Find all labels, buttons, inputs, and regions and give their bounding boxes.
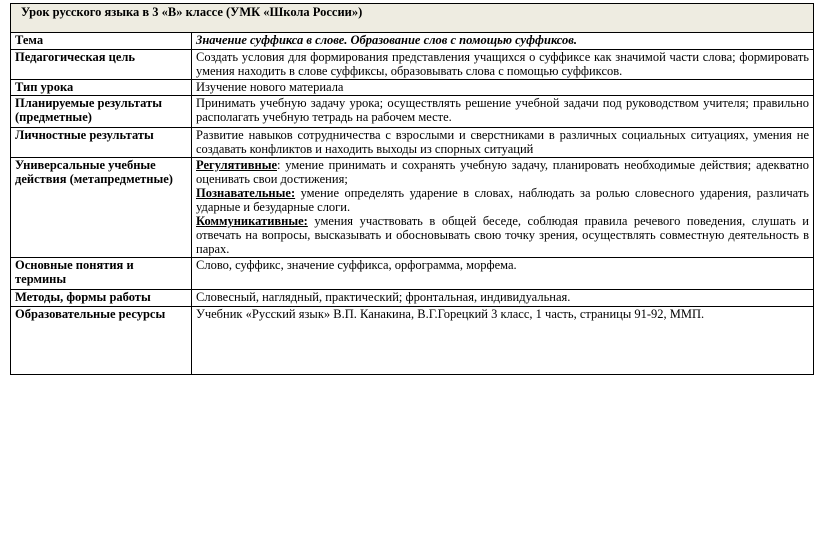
row-label: Личностные результаты: [11, 128, 192, 158]
table-row-resources: [11, 307, 814, 375]
row-value: Словесный, наглядный, практический; фронтальная, индивидуальная.: [192, 290, 814, 307]
row-label: Универсальные учебные действия (метапредметные): [11, 158, 192, 258]
table-row-personal-results: [11, 128, 814, 158]
row-label: Тип урока: [11, 80, 192, 96]
row-label: Тема: [11, 33, 192, 50]
communicative-text: умения участвовать в общей беседе, соблюдая правила речевого поведения, слушать и отвечать на вопросы, высказывать и обосновывать свою точку зрения, осуществлять совместную деятельность в парах.: [196, 214, 809, 256]
row-label: Основные понятия и термины: [11, 258, 192, 290]
table-row-goal: [11, 50, 814, 80]
regulative-block: [196, 158, 809, 186]
cognitive-term: Познавательные:: [196, 186, 296, 200]
row-value: Развитие навыков сотрудничества с взрослыми и сверстниками в различных социальных ситуациях, умения не создавать конфликтов и находить выходы из спорных ситуаций: [192, 128, 814, 158]
row-label: Образовательные ресурсы: [11, 307, 192, 375]
communicative-term: Коммуникативные:: [196, 214, 308, 228]
regulative-term: Регулятивные: [196, 158, 278, 172]
table-row-terms: [11, 258, 814, 290]
table-row-methods: [11, 290, 814, 307]
lesson-title: Урок русского языка в 3 «В» классе (УМК «Школа России»): [21, 5, 363, 19]
row-label: Планируемые результаты (предметные): [11, 96, 192, 128]
row-value: Значение суффикса в слове. Образование слов с помощью суффиксов.: [192, 33, 814, 50]
row-label: Методы, формы работы: [11, 290, 192, 307]
table-row-planned-results: [11, 96, 814, 128]
cognitive-text: умение определять ударение в словах, наблюдать за ролью словесного ударения, различать ударные и безударные слоги.: [196, 186, 809, 214]
row-value: Изучение нового материала: [192, 80, 814, 96]
table-row-topic: [11, 33, 814, 50]
cognitive-block: [196, 186, 809, 214]
row-value: [192, 158, 814, 258]
lesson-plan-table: [10, 32, 814, 375]
table-row-universal-actions: [11, 158, 814, 258]
row-label: Педагогическая цель: [11, 50, 192, 80]
row-value: Принимать учебную задачу урока; осуществлять решение учебной задачи под руководством учителя; правильно располагать учебную тетрадь на рабочем месте.: [192, 96, 814, 128]
lesson-header: [10, 3, 814, 32]
row-value: Создать условия для формирования представления учащихся о суффиксе как значимой части слова; формировать умения находить в слове суффиксы, образовывать слова с помощью суффиксов.: [192, 50, 814, 80]
table-row-lesson-type: [11, 80, 814, 96]
row-value: Слово, суффикс, значение суффикса, орфограмма, морфема.: [192, 258, 814, 290]
row-value: Учебник «Русский язык» В.П. Канакина, В.Г.Горецкий 3 класс, 1 часть, страницы 91-92, ММП.: [192, 307, 814, 375]
regulative-text: : умение принимать и сохранять учебную задачу, планировать необходимые действия; адекватно оценивать свои достижения;: [196, 158, 809, 186]
communicative-block: [196, 214, 809, 256]
